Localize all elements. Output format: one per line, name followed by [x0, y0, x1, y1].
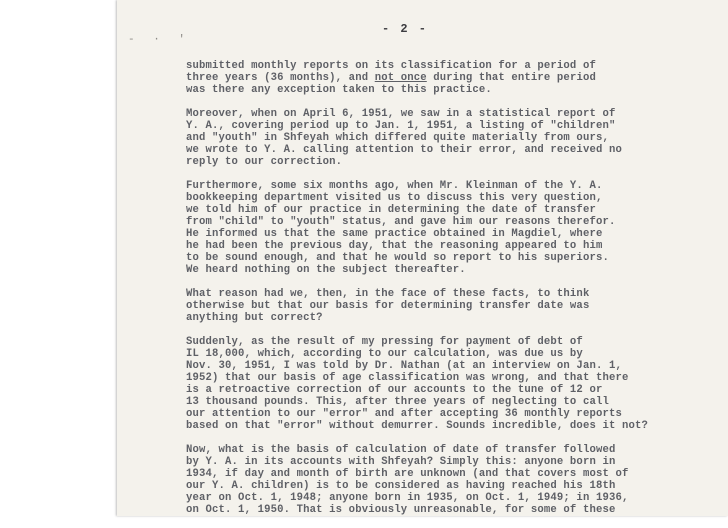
text-line: Furthermore, some six months ago, when Mr. Kleinman of the Y. A. [186, 180, 603, 192]
text-line: 1952) that our basis of age classification was wrong, and that there [186, 372, 629, 384]
text-line: reply to our correction. [186, 156, 343, 168]
paragraph [186, 60, 716, 96]
text-line: Nov. 30, 1951, I was told by Dr. Nathan (at an interview on Jan. 1, [186, 360, 622, 372]
text-line: and "youth" in Shfeyah which differed quite materially from ours, [186, 132, 609, 144]
text-line: IL 18,000, which, according to our calculation, was due us by [186, 348, 583, 360]
text-line: He informed us that the same practice obtained in Magdiel, where [186, 228, 603, 240]
paragraph [186, 288, 716, 324]
text-line: based on that "error" without demurrer. Sounds incredible, does it not? [186, 420, 649, 432]
text-line: to be sound enough, and that he would so report to his superiors. [186, 252, 609, 264]
text-line: Suddenly, as the result of my pressing for payment of debt of [186, 336, 583, 348]
text-line: our Y. A. children) is to be considered as having reached his 18th [186, 480, 616, 492]
text-line: on Oct. 1, 1950. That is obviously unreasonable, for some of these [186, 504, 616, 516]
page-number: - 2 - [382, 22, 429, 36]
text-line: submitted monthly reports on its classification for a period of [186, 60, 596, 72]
text-line: What reason had we, then, in the face of these facts, to think [186, 288, 590, 300]
text-line: year on Oct. 1, 1948; anyone born in 1935, on Oct. 1, 1949; in 1936, [186, 492, 629, 504]
text-line: Now, what is the basis of calculation of date of transfer followed [186, 444, 616, 456]
text-line: 13 thousand pounds. This, after three years of neglecting to call [186, 396, 609, 408]
underlined-phrase: not once [374, 72, 427, 84]
paragraph [186, 444, 716, 516]
text-line: anything but correct? [186, 312, 323, 324]
text-line: 1934, if day and month of birth are unknown (and that covers most of [186, 468, 629, 480]
text-line: our attention to our "error" and after accepting 36 monthly reports [186, 408, 622, 420]
text-line: we wrote to Y. A. calling attention to their error, and received no [186, 144, 622, 156]
body-text [186, 60, 716, 528]
text-line: Y. A., covering period up to Jan. 1, 1951, a listing of "children" [186, 120, 616, 132]
text-line: otherwise but that our basis for determining transfer date was [186, 300, 590, 312]
text-line: from "child" to "youth" status, and gave him our reasons therefor. [186, 216, 616, 228]
text-line: three years (36 months), and not once during that entire period [186, 72, 596, 84]
text-line: is a retroactive correction of our accounts to the tune of 12 or [186, 384, 603, 396]
text-line: bookkeeping department visited us to discuss this very question, [186, 192, 603, 204]
text-line: was there any exception taken to this practice. [186, 84, 492, 96]
text-line: he had been the previous day, that the reasoning appeared to him [186, 240, 603, 252]
margin-marks: - · ' [128, 34, 192, 46]
text-line: by Y. A. in its accounts with Shfeyah? Simply this: anyone born in [186, 456, 616, 468]
paragraph [186, 108, 716, 168]
text-line: We heard nothing on the subject thereafter. [186, 264, 466, 276]
text-line: we told him of our practice in determining the date of transfer [186, 204, 596, 216]
paragraph [186, 180, 716, 276]
text-line: Moreover, when on April 6, 1951, we saw in a statistical report of [186, 108, 616, 120]
paragraph [186, 336, 716, 432]
